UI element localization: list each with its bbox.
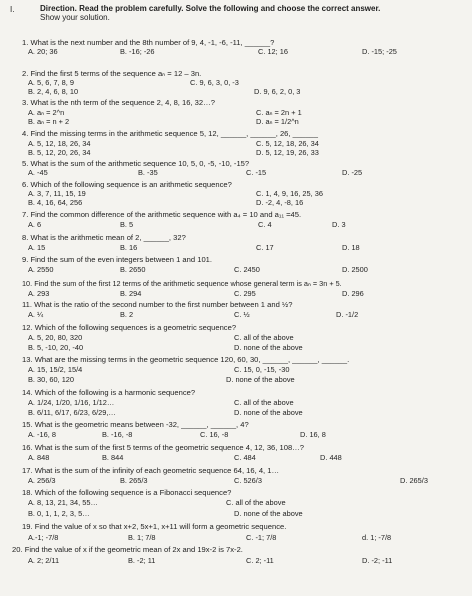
q3-option-c: C. aₙ = 2n + 1 [256,108,302,117]
show-solution-text: Show your solution. [40,13,110,22]
question-8: 8. What is the arithmetic mean of 2, ______, 32? [22,233,186,242]
question-20: 20. Find the value of x if the geometric mean of 2x and 19x-2 is 7x-2. [12,545,243,554]
q20-option-d: D. -2; -11 [362,556,393,565]
q16-option-c: C. 484 [234,453,256,462]
q5-option-b: B. -35 [138,168,158,177]
q20-option-c: C. 2; -11 [246,556,274,565]
q9-option-b: B. 2650 [120,265,146,274]
q7-option-c: C. 4 [258,220,272,229]
q8-option-b: B. 16 [120,243,138,252]
q12-option-b: B. 5, -10, 20, -40 [28,343,84,352]
q5-option-c: C. -15 [246,168,267,177]
directions-text: Direction. Read the problem carefully. Solve the following and choose the correct answer. [40,4,381,13]
q13-option-c: C. 15, 0, -15, -30 [234,365,290,374]
q14-option-c: C. all of the above [234,398,294,407]
question-7: 7. Find the common difference of the arithmetic sequence with a₄ = 10 and a₁₁ =45. [22,210,302,219]
q3-option-a: A. aₙ = 2^n [28,108,65,117]
q13-option-a: A. 15, 15/2, 15/4 [28,365,83,374]
q1-option-c: C. 12; 16 [258,47,288,56]
q13-option-d: D. none of the above [226,375,295,384]
q6-option-a: A. 3, 7, 11, 15, 19 [28,189,86,198]
q3-option-b: B. aₙ = n + 2 [28,117,70,126]
q4-option-b: B. 5, 12, 20, 26, 34 [28,148,91,157]
question-1: 1. What is the next number and the 8th number of 9, 4, -1, -6, -11, ______? [22,38,275,47]
q16-option-a: A. 848 [28,453,50,462]
question-14: 14. Which of the following is a harmonic sequence? [22,388,196,397]
q12-option-c: C. all of the above [234,333,294,342]
q14-option-d: D. none of the above [234,408,303,417]
q18-option-c: C. all of the above [226,498,286,507]
q9-option-d: D. 2500 [342,265,368,274]
q8-option-a: A. 15 [28,243,46,252]
q9-option-a: A. 2550 [28,265,54,274]
question-4: 4. Find the missing terms in the arithmetic sequence 5, 12, ______, ______, 26, ______ [22,129,318,138]
q13-option-b: B. 30, 60, 120 [28,375,75,384]
question-6: 6. Which of the following sequence is an arithmetic sequence? [22,180,232,189]
q12-option-a: A. 5, 20, 80, 320 [28,333,83,342]
q17-option-d: D. 265/3 [400,476,428,485]
question-16: 16. What is the sum of the first 5 terms of the geometric sequence 4, 12, 36, 108…? [22,443,304,452]
q6-option-d: D. -2, 4, -8, 16 [256,198,304,207]
q1-option-a: A. 20; 36 [28,47,58,56]
question-17: 17. What is the sum of the infinity of each geometric sequence 64, 16, 4, 1… [22,466,280,475]
q1-option-d: D. -15; -25 [362,47,397,56]
q11-option-b: B. 2 [120,310,134,319]
q6-option-b: B. 4, 16, 64, 256 [28,198,83,207]
question-9: 9. Find the sum of the even integers between 1 and 101. [22,255,212,264]
q11-option-d: D. -1/2 [336,310,359,319]
q19-option-d: d. 1; -7/8 [362,533,392,542]
q7-option-d: D. 3 [332,220,346,229]
q4-option-d: D. 5, 12, 19, 26, 33 [256,148,319,157]
question-12: 12. Which of the following sequences is a geometric sequence? [22,323,237,332]
q16-option-b: B. 844 [102,453,124,462]
q1-option-b: B. -16; -26 [120,47,155,56]
q7-option-a: A. 6 [28,220,42,229]
q4-option-a: A. 5, 12, 18, 26, 34 [28,139,91,148]
q10-option-c: C. 295 [234,289,256,298]
q18-option-b: B. 0, 1, 1, 2, 3, 5… [28,509,90,518]
q15-option-c: C. 16, -8 [200,430,229,439]
question-11: 11. What is the ratio of the second number to the first number between 1 and ½? [22,300,293,309]
q10-option-a: A. 293 [28,289,50,298]
q17-option-b: B. 265/3 [120,476,148,485]
q10-option-b: B. 294 [120,289,142,298]
q10-option-d: D. 296 [342,289,364,298]
q2-option-a: A. 5, 6, 7, 8, 9 [28,78,75,87]
q12-option-d: D. none of the above [234,343,303,352]
q17-option-c: C. 526/3 [234,476,262,485]
q5-option-a: A. -45 [28,168,48,177]
q19-option-b: B. 1; 7/8 [128,533,156,542]
q16-option-d: D. 448 [320,453,342,462]
q19-option-c: C. -1; 7/8 [246,533,277,542]
q8-option-d: D. 18 [342,243,360,252]
q15-option-a: A. -16, 8 [28,430,56,439]
q3-option-d: D. aₙ = 1/2^n [256,117,299,126]
q9-option-c: C. 2450 [234,265,260,274]
q19-option-a: A.-1; -7/8 [28,533,59,542]
q18-option-d: D. none of the above [234,509,303,518]
question-15: 15. What is the geometric means between -32, ______, ______, 4? [22,420,249,429]
q8-option-c: C. 17 [256,243,274,252]
q11-option-c: C. ½ [234,310,250,319]
q6-option-c: C. 1, 4, 9, 16, 25, 36 [256,189,323,198]
q18-option-a: A. 8, 13, 21, 34, 55… [28,498,98,507]
q11-option-a: A. ¼ [28,310,44,319]
q5-option-d: D. -25 [342,168,363,177]
question-3: 3. What is the nth term of the sequence 2, 4, 8, 16, 32…? [22,98,215,107]
q15-option-b: B. -16, -8 [102,430,133,439]
q17-option-a: A. 256/3 [28,476,56,485]
question-10: 10. Find the sum of the first 12 terms of the arithmetic sequence whose general term is aₙ = 3n + 5. [22,279,342,288]
q20-option-b: B. -2; 11 [128,556,156,565]
q20-option-a: A. 2; 2/11 [28,556,60,565]
question-13: 13. What are the missing terms in the geometric sequence 120, 60, 30, ______, ______, ______. [22,355,350,364]
q4-option-c: C. 5, 12, 18, 26, 34 [256,139,319,148]
q7-option-b: B. 5 [120,220,134,229]
question-19: 19. Find the value of x so that x+2, 5x+1, x+11 will form a geometric sequence. [22,522,287,531]
section-numeral: I. [10,5,15,14]
q2-option-b: B. 2, 4, 6, 8, 10 [28,87,79,96]
q2-option-d: D. 9, 6, 2, 0, 3 [254,87,301,96]
question-5: 5. What is the sum of the arithmetic sequence 10, 5, 0, -5, -10, -15? [22,159,250,168]
q14-option-b: B. 6/11, 6/17, 6/23, 6/29,… [28,408,116,417]
q14-option-a: A. 1/24, 1/20, 1/16, 1/12… [28,398,115,407]
q2-option-c: C. 9, 6, 3, 0, -3 [190,78,239,87]
q15-option-d: D. 16, 8 [300,430,326,439]
question-18: 18. Which of the following sequence is a Fibonacci sequence? [22,488,232,497]
question-2: 2. Find the first 5 terms of the sequence aₙ = 12 – 3n. [22,69,202,78]
